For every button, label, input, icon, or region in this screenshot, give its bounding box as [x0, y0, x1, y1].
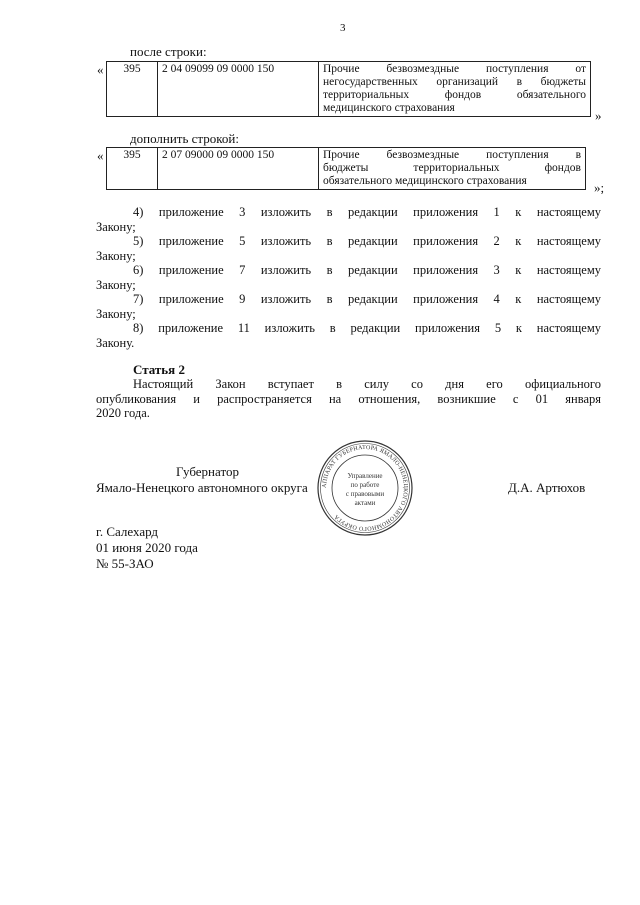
list-item: 5) приложение 5 изложить в редакции приложения 2 к настоящему Закону; [96, 234, 601, 263]
code-table-1 [106, 61, 591, 117]
list-item: 6) приложение 7 изложить в редакции приложения 3 к настоящему Закону; [96, 263, 601, 292]
signatory-title: Губернатор [176, 464, 239, 479]
list-item: 8) приложение 11 изложить в редакции приложения 5 к настоящему Закону. [96, 321, 601, 350]
code-table-2 [106, 147, 586, 190]
close-quote-1: » [595, 108, 602, 123]
list-item: 7) приложение 9 изложить в редакции приложения 4 к настоящему Закону; [96, 292, 601, 321]
close-quote-2: »; [594, 180, 605, 195]
stamp-center-line: актами [354, 499, 376, 507]
signatory-name: Д.А. Артюхов [508, 480, 586, 495]
article-text: Настоящий Закон вступает в силу со дня его официального опубликования и распространяется на отношения, возникшие с 01 января 2020 года. [96, 377, 601, 421]
table-row [107, 148, 586, 190]
open-quote-1: « [97, 62, 104, 77]
name-cell [319, 62, 591, 117]
stamp-center-line: по работе [350, 481, 380, 489]
page-number: 3 [340, 22, 346, 34]
name-line: обязательного медицинского страхования [323, 175, 527, 187]
article-heading: Статья 2 [133, 362, 185, 377]
lead-add-row: дополнить строкой: [130, 131, 239, 146]
open-quote-2: « [97, 148, 104, 163]
lead-after-row: после строки: [130, 44, 207, 59]
list-item: 4) приложение 3 изложить в редакции приложения 1 к настоящему Закону; [96, 205, 601, 234]
official-stamp [315, 438, 415, 538]
name-line: медицинского страхования [323, 102, 455, 114]
table-row [107, 62, 591, 117]
kbk-cell: 2 04 09099 09 0000 150 [158, 62, 319, 117]
name-line: Прочие безвозмездные поступления от [323, 63, 586, 75]
stamp-center-line: с правовыми [345, 490, 385, 498]
name-cell [319, 148, 586, 190]
name-line: негосударственных организаций в бюджеты [323, 76, 586, 88]
name-line: бюджеты территориальных фондов [323, 162, 581, 174]
law-date: 01 июня 2020 года [96, 540, 198, 555]
signatory-region: Ямало-Ненецкого автономного округа [96, 480, 308, 495]
code-cell: 395 [107, 62, 158, 117]
kbk-cell: 2 07 09000 09 0000 150 [158, 148, 319, 190]
stamp-ring-text: АППАРАТ ГУБЕРНАТОРА ЯМАЛО-НЕНЕЦКОГО АВТОНОМНОГО ОКРУГА [321, 444, 409, 532]
name-line: территориальных фондов обязательного [323, 89, 586, 101]
city: г. Салехард [96, 524, 159, 539]
name-line: Прочие безвозмездные поступления в [323, 149, 581, 161]
law-number: № 55-ЗАО [96, 556, 154, 571]
code-cell: 395 [107, 148, 158, 190]
stamp-center-line: Управление [347, 472, 383, 480]
